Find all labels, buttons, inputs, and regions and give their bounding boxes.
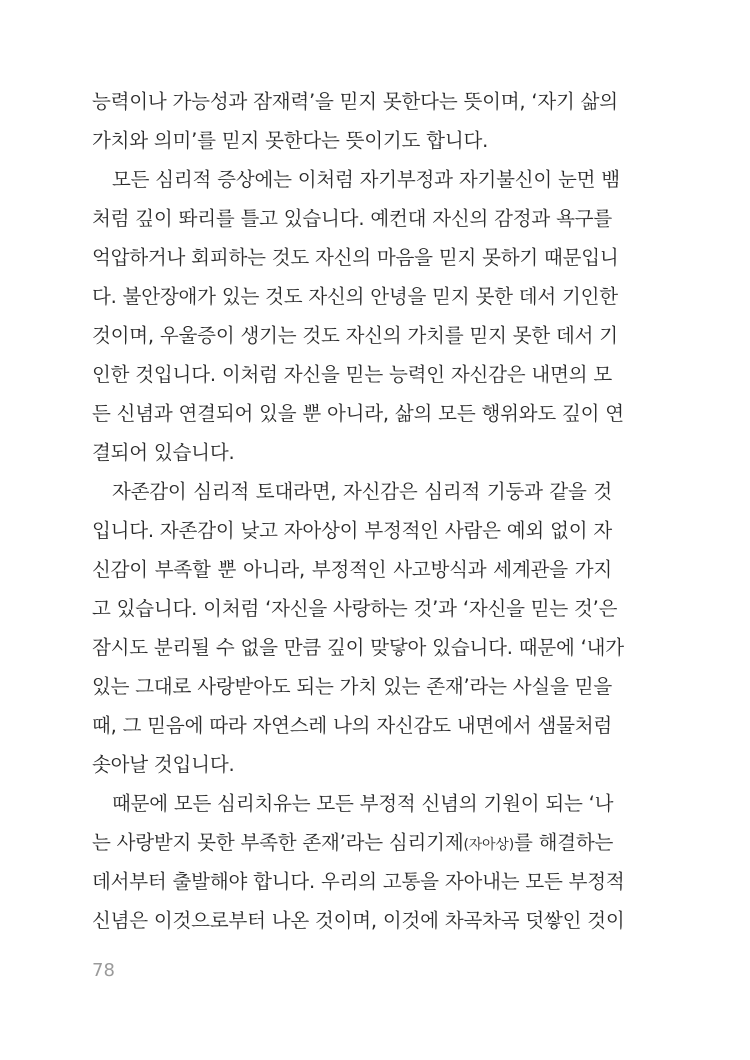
text-line: 잠시도 분리될 수 없을 만큼 깊이 맞닿아 있습니다. 때문에 ‘내가 xyxy=(92,636,624,659)
text-line: 처럼 깊이 똬리를 틀고 있습니다. 예컨대 자신의 감정과 욕구를 xyxy=(92,207,612,230)
paragraph-start-line: 때문에 모든 심리치유는 모든 부정적 신념의 기원이 되는 ‘나 xyxy=(112,792,614,815)
text-line: 데서부터 출발해야 합니다. 우리의 고통을 자아내는 모든 부정적 xyxy=(92,870,625,893)
text-line: 든 신념과 연결되어 있을 뿐 아니라, 삶의 모든 행위와도 깊이 연 xyxy=(92,402,624,425)
page-number: 78 xyxy=(92,960,115,981)
text-line: 솟아날 것입니다. xyxy=(92,753,235,776)
text-line: 것이며, 우울증이 생기는 것도 자신의 가치를 믿지 못한 데서 기 xyxy=(92,324,618,347)
text-segment: 는 사랑받지 못한 부족한 존재’라는 심리기제 xyxy=(92,831,464,854)
text-line: 능력이나 가능성과 잠재력’을 믿지 못한다는 뜻이며, ‘자기 삶의 xyxy=(92,90,618,113)
inline-small-note: (자아상) xyxy=(463,837,514,853)
text-line: 있는 그대로 사랑받아도 되는 가치 있는 존재’라는 사실을 믿을 xyxy=(92,675,612,698)
text-segment: 를 해결하는 xyxy=(513,831,614,854)
text-line: 입니다. 자존감이 낮고 자아상이 부정적인 사람은 예외 없이 자 xyxy=(92,519,612,542)
text-line: 결되어 있습니다. xyxy=(92,441,235,464)
paragraph-start-line: 모든 심리적 증상에는 이처럼 자기부정과 자기불신이 눈먼 뱀 xyxy=(112,168,620,191)
text-line: 때, 그 믿음에 따라 자연스레 나의 자신감도 내면에서 샘물처럼 xyxy=(92,714,612,737)
text-line: 억압하거나 회피하는 것도 자신의 마음을 믿지 못하기 때문입니 xyxy=(92,246,619,269)
text-line: 다. 불안장애가 있는 것도 자신의 안녕을 믿지 못한 데서 기인한 xyxy=(92,285,618,308)
text-line: 신념은 이것으로부터 나온 것이며, 이것에 차곡차곡 덧쌓인 것이 xyxy=(92,909,625,932)
text-line: 인한 것입니다. 이처럼 자신을 믿는 능력인 자신감은 내면의 모 xyxy=(92,363,612,386)
text-line: 고 있습니다. 이처럼 ‘자신을 사랑하는 것’과 ‘자신을 믿는 것’은 xyxy=(92,597,618,620)
text-line-with-note xyxy=(92,823,612,863)
paragraph-start-line: 자존감이 심리적 토대라면, 자신감은 심리적 기둥과 같을 것 xyxy=(112,480,612,503)
text-line: 신감이 부족할 뿐 아니라, 부정적인 사고방식과 세계관을 가지 xyxy=(92,558,612,581)
text-line: 가치와 의미’를 믿지 못한다는 뜻이기도 합니다. xyxy=(92,129,489,152)
